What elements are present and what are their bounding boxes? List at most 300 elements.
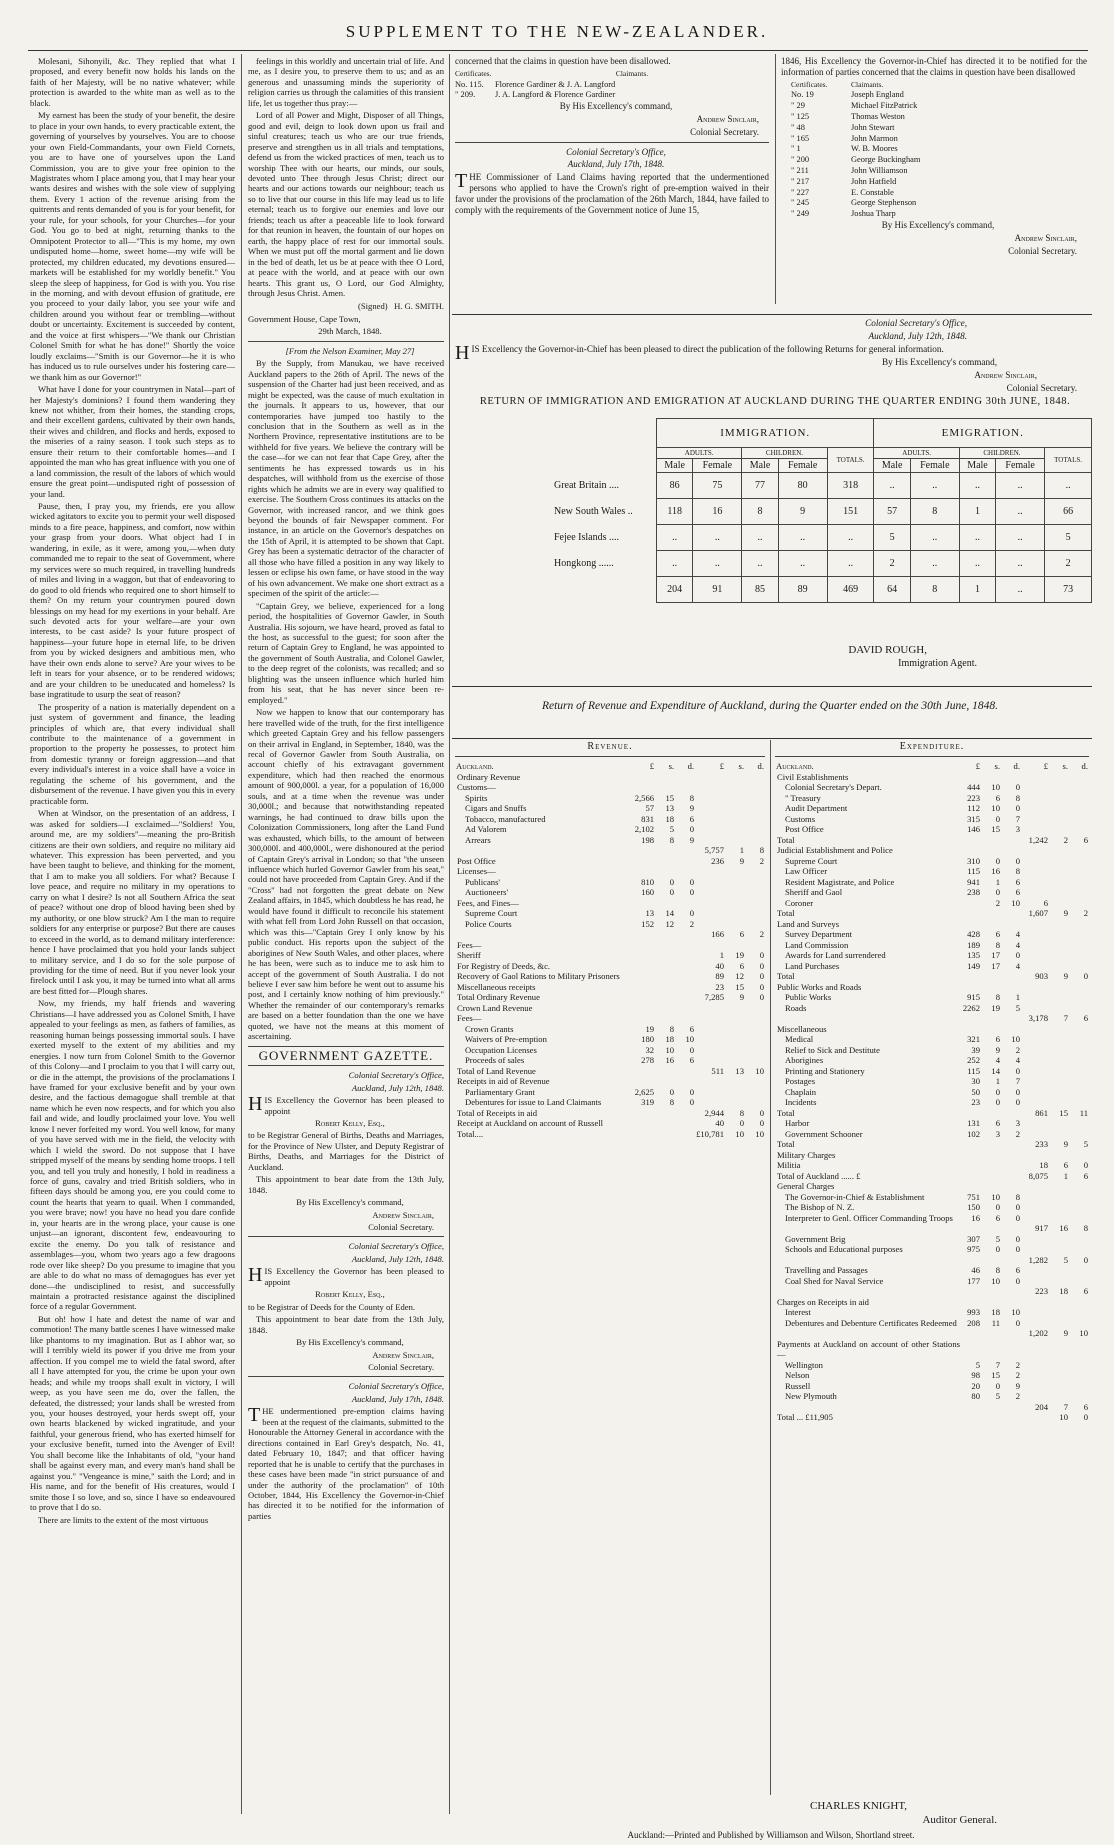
amount-cell: 751 (967, 1191, 980, 1202)
table-row (775, 1255, 1089, 1266)
amount-cell (1069, 1076, 1089, 1087)
amount-cell (1069, 772, 1089, 783)
item-label: Spirits (465, 792, 488, 803)
table-row (775, 1402, 1089, 1413)
amount-cell (675, 961, 695, 972)
amount-cell (981, 1181, 1001, 1192)
table-row (775, 1244, 1089, 1255)
amount-cell (655, 1013, 675, 1024)
item-label: Nelson (785, 1370, 810, 1381)
amount-cell: 0 (1083, 971, 1088, 982)
item-label (775, 1286, 961, 1297)
immigration-table (552, 418, 1092, 603)
table-row (455, 835, 765, 846)
amount-cell (961, 971, 981, 982)
paragraph: The prosperity of a nation is materially dependent on a just system of government and finance, the leading principles of which are, that every individual shall contribute to the maintenance of a government in proportion to the property he possesses, to protect him from domestic tyranny or foreign aggression—and that every individual's interest in a voice shall have a voice in regulating the scheme of his government, and the disbursement of the revenue. I have given you this in every practicable form. (30, 701, 235, 806)
amount-cell: 10 (755, 1065, 764, 1076)
item-label: Coroner (785, 897, 814, 908)
amount-cell (1021, 992, 1049, 1003)
amount-cell: 0 (1015, 1212, 1020, 1223)
amount-cell: 511 (711, 1065, 724, 1076)
paragraph: Now we happen to know that our contemporary has here travelled wide of the truth, for the first intelligence which greeted Captain Grey and his fellow passengers on their arrival in England, in September, 1840, was the recal of Governor Gawler from South Australia, on account chiefly of his extravagant government expenditure, which had then reached the enormous amount of 900,000l. a year, for a population of 16,000 souls, and at a time when the revenue was under 30,000l.; and because that notwithstanding repeated warnings, he had continued to draw bills upon the Colonization Commissioners, long after the Land Fund was exhausted, which bills, to the amount of between 300,000l. and 400,000l., were dishonoured at the period of Captain Grey's arrival in London; so that "the unseen influence which hurled Governor Gawler from his seat," could not have proceeded from Captain Grey. And if the "Cross" had not forgotten the great debate on New Zealand affairs, in 1845, which doubtless he has read, he would have found it difficult to reconcile his statement with what fell from Lord John Russell on that occasion, which was this—"Captain Grey I only know by his public conduct. His reports upon the subject of the aborigines of New South Wales, and other places, where he has been, were such as to induce me to ask him to accept of the government of South Australia. I do not believe I ever saw him before he went out to assume his post, and I certainly know nothing of him previously." Whether the remainder of our contemporary's remarks are based on a better foundation than the one we have quoted, we have not the means at this moment of ascertaining. (248, 707, 444, 1042)
table-cell: .. (910, 551, 959, 577)
amount-cell: 8 (995, 992, 1000, 1003)
divider (248, 1046, 444, 1047)
column-divider (241, 54, 242, 1814)
amount-cell (1049, 1129, 1069, 1140)
amount-cell (1069, 961, 1089, 972)
item-label: Resident Magistrate, and Police (785, 876, 895, 887)
table-row (552, 525, 1092, 551)
table-row (775, 1265, 1089, 1276)
amount-cell: 0 (689, 908, 695, 919)
amount-cell: 8 (669, 1097, 675, 1108)
amount-cell (1049, 919, 1069, 930)
amount-cell (981, 1139, 1001, 1150)
amount-cell: 0 (759, 992, 764, 1003)
place-name: Fejee Islands .... (552, 525, 657, 551)
table-row (775, 1066, 1089, 1077)
paragraph: There are limits to the extent of the most virtuous (38, 1514, 209, 1525)
amount-cell: 1,202 (1028, 1328, 1048, 1339)
amount-cell (725, 835, 745, 846)
amount-cell: 307 (967, 1233, 980, 1244)
amount-cell: 0 (1015, 855, 1020, 866)
amount-cell (1021, 856, 1049, 867)
amount-cell (1069, 803, 1089, 814)
table-row (775, 1097, 1089, 1108)
amount-cell (745, 1087, 765, 1098)
amount-cell (1021, 803, 1049, 814)
amount-cell (981, 1223, 1001, 1234)
notice-signer: Andrew Sinclair, (372, 1209, 434, 1220)
amount-cell: 8 (995, 939, 1000, 950)
amount-cell (1021, 887, 1049, 898)
amount-cell (1021, 940, 1049, 951)
table-cell: .. (742, 525, 778, 551)
amount-cell (695, 919, 725, 930)
table-cell: 77 (742, 473, 778, 499)
amount-cell: 2 (1015, 1359, 1020, 1370)
amount-cell: 16 (1059, 1223, 1068, 1234)
female-header: Female (996, 459, 1045, 473)
amount-cell (1049, 1055, 1069, 1066)
amount-cell (675, 1108, 695, 1119)
table-row (775, 971, 1089, 982)
amount-cell (1069, 1034, 1089, 1045)
amount-cell (1069, 1024, 1089, 1035)
claim-row (781, 155, 1087, 166)
amount-cell (1001, 1255, 1021, 1266)
children-header: CHILDREN. (959, 448, 1044, 459)
amount-cell: 5 (995, 1391, 1000, 1402)
table-row (455, 1118, 765, 1129)
amount-cell (1069, 992, 1089, 1003)
amount-cell (675, 929, 695, 940)
table-row (455, 971, 765, 982)
male-header: Male (874, 459, 910, 473)
table-row (455, 1055, 765, 1066)
amount-cell (1021, 793, 1049, 804)
amount-cell (961, 1160, 981, 1171)
amount-cell (1049, 1339, 1069, 1360)
amount-cell (1021, 1360, 1049, 1371)
amount-cell (1069, 950, 1089, 961)
amount-cell (745, 772, 765, 783)
notice-signer: Andrew Sinclair, (1014, 232, 1077, 243)
amount-cell: 160 (641, 887, 655, 898)
certificate-number: " 209. (455, 90, 476, 100)
table-row (775, 772, 1089, 783)
amount-cell: 13 (645, 908, 655, 919)
notice-role: to be Registrar General of Births, Deaths and Marriages, for the Province of New Ulster, and Deputy Registrar of Births, Deaths, and Marriages for the District of Auckland. (248, 1130, 444, 1172)
amount-cell: 2 (689, 918, 695, 929)
amount-cell: 9 (1063, 1139, 1068, 1150)
item-label: Receipt at Auckland on account of Russell (457, 1118, 604, 1129)
amount-cell (1049, 1003, 1069, 1014)
amount-cell: 0 (1015, 1317, 1020, 1328)
table-cell: .. (1045, 473, 1092, 499)
item-label: Land Purchases (785, 960, 840, 971)
certificate-number: " 245 (791, 198, 810, 208)
amount-cell: 10 (1011, 1307, 1020, 1318)
amount-cell (695, 887, 725, 898)
claimant-name: John Stewart (851, 122, 895, 132)
divider (248, 1376, 444, 1377)
amount-cell (675, 866, 695, 877)
amount-cell (981, 982, 1001, 993)
returns-notice (455, 318, 1087, 416)
table-row (455, 814, 765, 825)
table-row (455, 1034, 765, 1045)
item-label: Total.... (457, 1128, 484, 1139)
amount-cell: 9 (689, 803, 695, 814)
amount-cell: 0 (1015, 803, 1020, 814)
claims-list (455, 80, 769, 102)
amount-cell (1001, 982, 1021, 993)
amount-cell: 3 (1015, 1118, 1020, 1129)
amount-cell: 0 (995, 1244, 1000, 1255)
male-header: Male (959, 459, 995, 473)
item-label: Military Charges (777, 1149, 836, 1160)
amount-cell (695, 793, 725, 804)
amount-cell: 2,102 (634, 824, 655, 835)
paragraph: feelings in this worldly and uncertain trial of life. And me, as I desire you, to preserve them to us; and as an generous and unassuming minds the superiority of religion carries us through the calamities of this transient life, let us together thus pray:— (248, 56, 444, 108)
amount-cell: 0 (1015, 1065, 1020, 1076)
amount-cell (1001, 1297, 1021, 1308)
immigration-header: IMMIGRATION. (657, 419, 874, 448)
table-row (455, 1066, 765, 1077)
item-label (775, 1255, 961, 1266)
amount-cell (1049, 1192, 1069, 1203)
amount-cell (1049, 1244, 1069, 1255)
amount-cell (745, 898, 765, 909)
table-cell: 64 (874, 577, 910, 603)
item-label: Sheriff and Gaol (785, 887, 843, 898)
amount-cell (745, 866, 765, 877)
table-cell: .. (959, 551, 995, 577)
amount-cell (1021, 961, 1049, 972)
claimant-name: E. Constable (851, 187, 894, 197)
certificate-number: " 227 (791, 187, 810, 197)
item-label: Russell (785, 1380, 811, 1391)
amount-cell: 9 (995, 1044, 1000, 1055)
table-cell: 8 (742, 499, 778, 525)
amount-cell: 6 (689, 1023, 695, 1034)
amount-cell (725, 919, 745, 930)
amount-cell: 10 (735, 1128, 744, 1139)
amount-cell (725, 898, 745, 909)
amount-cell: 9 (1063, 908, 1068, 919)
amount-cell (1069, 1213, 1089, 1224)
table-cell: 1 (959, 577, 995, 603)
table-row (775, 1139, 1089, 1150)
amount-cell: 16 (971, 1212, 980, 1223)
table-row (455, 929, 765, 940)
section-rule (452, 738, 1092, 739)
immigration-title: RETURN OF IMMIGRATION AND EMIGRATION AT AUCKLAND DURING THE QUARTER ENDING 30th JUNE, 1848. (479, 396, 1071, 407)
amount-cell (695, 1087, 725, 1098)
table-row (775, 1318, 1089, 1329)
table-row (455, 992, 765, 1003)
table-cell: 118 (657, 499, 693, 525)
table-row (455, 887, 765, 898)
amount-cell: 18 (1059, 1286, 1068, 1297)
claimant-name: John Williamson (851, 165, 908, 175)
table-row (775, 1286, 1089, 1297)
amount-cell: 3 (1015, 824, 1020, 835)
amount-cell (1049, 856, 1069, 867)
amount-cell (725, 866, 745, 877)
amount-cell: 10 (685, 1034, 695, 1045)
amount-cell (1049, 1360, 1069, 1371)
notice-body: HIS Excellency the Governor has been pleased to appoint (248, 1264, 444, 1287)
amount-cell: 8,075 (1028, 1170, 1048, 1181)
item-label: Awards for Land surrendered (785, 950, 886, 961)
amount-cell (1049, 1181, 1069, 1192)
amount-cell: 3,178 (1028, 1013, 1048, 1024)
amount-cell (1049, 982, 1069, 993)
female-header: Female (693, 459, 742, 473)
amount-cell: 13 (665, 803, 675, 814)
amount-cell: 1,607 (1028, 908, 1048, 919)
table-cell: .. (959, 525, 995, 551)
amount-cell (961, 1402, 981, 1413)
amount-cell: 10 (1011, 1034, 1020, 1045)
place-name: New South Wales .. (552, 499, 657, 525)
amount-cell: 12 (735, 971, 744, 982)
amount-cell: 5,757 (704, 845, 724, 856)
amount-cell: 2,566 (634, 792, 655, 803)
notice-office: Colonial Secretary's Office, (348, 1241, 444, 1252)
amount-cell: 993 (967, 1307, 980, 1318)
amount-cell (1069, 1003, 1089, 1014)
amount-cell (1049, 992, 1069, 1003)
amount-cell (634, 1129, 655, 1140)
amount-cell (655, 782, 675, 793)
amount-cell: 0 (689, 1086, 695, 1097)
amount-cell (1069, 1192, 1089, 1203)
item-label: Total (777, 1139, 795, 1150)
amount-cell: 189 (967, 939, 980, 950)
amount-cell (655, 982, 675, 993)
amount-cell (981, 1150, 1001, 1161)
table-row (775, 1181, 1089, 1192)
amount-cell: 8 (739, 1107, 744, 1118)
amount-cell (1069, 1202, 1089, 1213)
amount-cell (634, 898, 655, 909)
certificate-number: " 165 (791, 133, 810, 143)
amount-cell (1069, 1391, 1089, 1402)
amount-cell (1069, 866, 1089, 877)
amount-cell: 8 (1015, 1191, 1020, 1202)
amount-cell: 9 (1063, 1328, 1068, 1339)
amount-cell (1021, 1370, 1049, 1381)
amount-cell: 19 (991, 1002, 1000, 1013)
item-label: Harbor (785, 1118, 810, 1129)
item-label: Supreme Court (785, 855, 838, 866)
amount-cell: 831 (641, 813, 655, 824)
gov-date: 29th March, 1848. (318, 326, 382, 337)
table-cell: 75 (693, 473, 742, 499)
table-row (455, 1024, 765, 1035)
amount-cell (981, 1412, 1001, 1423)
amount-cell: 0 (995, 1097, 1000, 1108)
item-label: Total (777, 908, 795, 919)
claimant-name: George Buckingham (851, 155, 921, 165)
amount-cell (1021, 877, 1049, 888)
amount-cell (695, 1097, 725, 1108)
notice-date: Auckland, July 17th, 1848. (351, 1393, 444, 1404)
amount-cell (1069, 1370, 1089, 1381)
masthead: SUPPLEMENT TO THE NEW-ZEALANDER. (345, 22, 769, 41)
notice-continuation: concerned that the claims in question have been disallowed. (455, 56, 671, 66)
amount-cell: 14 (991, 1065, 1000, 1076)
amount-cell (961, 1150, 981, 1161)
table-row (455, 877, 765, 888)
totals-header: TOTALS. (1045, 448, 1092, 473)
table-cell: 66 (1045, 499, 1092, 525)
currency-label: £ (1043, 761, 1048, 772)
adults-header: ADULTS. (874, 448, 959, 459)
table-row (775, 814, 1089, 825)
item-label: Licenses— (457, 866, 496, 877)
amount-cell (745, 1003, 765, 1014)
amount-cell (655, 898, 675, 909)
table-row (455, 1097, 765, 1108)
table-row (775, 1087, 1089, 1098)
amount-cell: 15 (991, 824, 1000, 835)
table-cell: 469 (827, 577, 874, 603)
item-label: Proceeds of sales (465, 1055, 525, 1066)
amount-cell (1021, 1244, 1049, 1255)
amount-cell: 0 (1015, 950, 1020, 961)
table-row (455, 1013, 765, 1024)
amount-cell (961, 1024, 981, 1035)
amount-cell (1021, 1276, 1049, 1287)
amount-cell: 0 (689, 1097, 695, 1108)
amount-cell: 236 (711, 855, 724, 866)
amount-cell (1021, 1129, 1049, 1140)
amount-cell: 9 (689, 834, 695, 845)
amount-cell (695, 824, 725, 835)
claim-row (781, 166, 1087, 177)
amount-cell (1001, 772, 1021, 783)
amount-cell (1001, 1139, 1021, 1150)
amount-cell: 4 (1015, 1055, 1020, 1066)
item-label: The Governor-in-Chief & Establishment (785, 1191, 925, 1202)
claim-row (781, 209, 1087, 220)
amount-cell: 0 (1015, 1086, 1020, 1097)
amount-cell: 152 (641, 918, 655, 929)
table-cell: 85 (742, 577, 778, 603)
table-row (775, 1108, 1089, 1119)
amount-cell (1021, 1297, 1049, 1308)
amount-cell (1069, 898, 1089, 909)
amount-cell (745, 803, 765, 814)
notice-title: Colonial Secretary. (368, 1222, 434, 1233)
amount-cell (655, 961, 675, 972)
amount-cell: 8 (759, 845, 764, 856)
amount-cell: 7 (1015, 1076, 1020, 1087)
amount-cell (1069, 887, 1089, 898)
amount-cell: 917 (1035, 1223, 1048, 1234)
amount-cell (1021, 1076, 1049, 1087)
place-label: Auckland. (456, 761, 494, 772)
amount-cell (1049, 814, 1069, 825)
amount-cell: 12 (665, 918, 675, 929)
amount-cell (961, 1328, 981, 1339)
amount-cell: 315 (967, 813, 980, 824)
amount-cell (981, 1328, 1001, 1339)
claimants-label: Claimants. (851, 79, 884, 89)
table-row (775, 1234, 1089, 1245)
table-cell: .. (959, 473, 995, 499)
amount-cell (634, 1003, 655, 1014)
amount-cell (961, 1108, 981, 1119)
amount-cell: 7 (1015, 813, 1020, 824)
item-label (775, 1328, 961, 1339)
amount-cell (1069, 1234, 1089, 1245)
divider (775, 756, 1089, 757)
amount-cell (725, 1013, 745, 1024)
amount-cell: 0 (1015, 1233, 1020, 1244)
table-cell: .. (693, 551, 742, 577)
table-cell: .. (657, 551, 693, 577)
amount-cell: 4 (1015, 960, 1020, 971)
amount-cell: 0 (669, 1086, 675, 1097)
amount-cell (981, 971, 1001, 982)
amount-cell (981, 1297, 1001, 1308)
amount-cell: 1 (995, 1076, 1000, 1087)
certificate-number: " 48 (791, 122, 805, 132)
table-cell: .. (996, 473, 1045, 499)
table-cell: 8 (910, 499, 959, 525)
table-row (775, 1045, 1089, 1056)
source-note: [From the Nelson Examiner, May 27] (285, 345, 415, 356)
amount-cell: 115 (967, 1065, 980, 1076)
claim-row (781, 90, 1087, 101)
amount-cell (655, 1118, 675, 1129)
amount-cell (961, 898, 981, 909)
amount-cell: 146 (967, 824, 980, 835)
amount-cell (725, 1045, 745, 1056)
table-row (775, 1055, 1089, 1066)
amount-cell (1049, 1087, 1069, 1098)
amount-cell: 6 (1083, 1401, 1088, 1412)
amount-cell: 1 (739, 845, 744, 856)
amount-cell: 9 (1015, 1380, 1020, 1391)
